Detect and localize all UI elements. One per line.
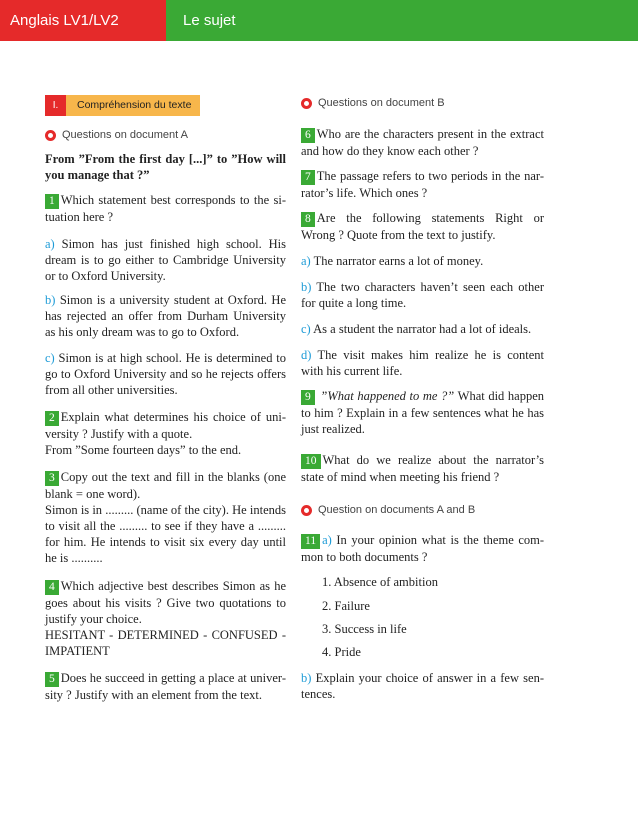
question-2: 2 Explain what determines his choice of uni- versity ? Justify with a quote. From ”Some fourteen days” to the end.	[45, 410, 286, 457]
question-number: 7	[301, 170, 315, 185]
question-1: 1 Which statement best corresponds to the si- tuation here ?	[45, 193, 286, 224]
part-title: Compréhension du texte	[66, 95, 200, 116]
question-number: 1	[45, 194, 59, 209]
part-number: I.	[45, 95, 66, 116]
part-tag	[45, 95, 200, 116]
question-number: 6	[301, 128, 315, 143]
section-heading-ab: Question on documents A and B	[301, 504, 475, 516]
list-item: 4. Pride	[322, 645, 361, 659]
question-number: 4	[45, 580, 59, 595]
question-number: 11	[301, 534, 320, 549]
question-number: 2	[45, 411, 59, 426]
bullet-icon	[45, 130, 56, 141]
page-header	[0, 0, 638, 41]
question-9: 9 ”What happened to me ?” What did happen to him ? Explain in a few sentences what he has just realized.	[301, 389, 545, 436]
question-11b: b) Explain your choice of answer in a few sen- tences.	[301, 671, 544, 701]
statement-d: d) The visit makes him realize he is content with his current life.	[301, 348, 545, 378]
list-item: 2. Failure	[322, 599, 370, 613]
section-label: Le sujet	[166, 0, 638, 41]
bullet-icon	[301, 505, 312, 516]
question-3: 3 Copy out the text and fill in the blanks (one blank = one word). Simon is in ......... (name of the city). He intends to visit all the ......... to see if they have a ......... for him. He intends to visit six every day until he is ..........	[45, 470, 286, 565]
bullet-icon	[301, 98, 312, 109]
question-6: 6 Who are the characters present in the extract and how do they know each other ?	[301, 127, 544, 158]
question-number: 9	[301, 390, 315, 405]
question-4: 4 Which adjective best describes Simon as he goes about his visits ? Give two quotations to justify your choice. HESITANT - DETERMINED - CONFUSED - IMPATIENT	[45, 579, 286, 658]
question-8: 8 Are the following statements Right or Wrong ? Quote from the text to justify.	[301, 211, 544, 242]
statement-a: a) The narrator earns a lot of money.	[301, 254, 484, 268]
question-number: 3	[45, 471, 59, 486]
question-number: 10	[301, 454, 321, 469]
question-number: 5	[45, 672, 59, 687]
list-item: 3. Success in life	[322, 622, 407, 636]
section-heading-a: Questions on document A	[45, 129, 188, 141]
statement-b: b) The two characters haven’t seen each other for quite a long time.	[301, 280, 544, 310]
document-a-range: From ”From the first day [...]” to ”How will you manage that ?”	[45, 152, 286, 182]
question-7: 7 The passage refers to two periods in the nar- rator’s life. Which ones ?	[301, 169, 544, 200]
question-number: 8	[301, 212, 315, 227]
question-11a: 11 a) In your opinion what is the theme com- mon to both documents ?	[301, 533, 545, 564]
list-item: 1. Absence of ambition	[322, 575, 438, 589]
question-10: 10 What do we realize about the narrator’s state of mind when meeting his friend ?	[301, 453, 544, 484]
statement-c: c) As a student the narrator had a lot of ideals.	[301, 322, 532, 336]
question-5: 5 Does he succeed in getting a place at univer- sity ? Justify with an element from the text.	[45, 671, 286, 702]
section-heading-b: Questions on document B	[301, 97, 445, 109]
option-c: c) Simon is at high school. He is determined to go to Oxford University and so he rejects offers from all other universities.	[45, 351, 286, 397]
option-a: a) Simon has just finished high school. His dream is to go either to Cambridge University or to Oxford University.	[45, 237, 286, 283]
subject-label: Anglais LV1/LV2	[0, 0, 166, 41]
option-b: b) Simon is a university student at Oxford. He has rejected an offer from Durham University as his only dream was to go to Oxford.	[45, 293, 286, 339]
